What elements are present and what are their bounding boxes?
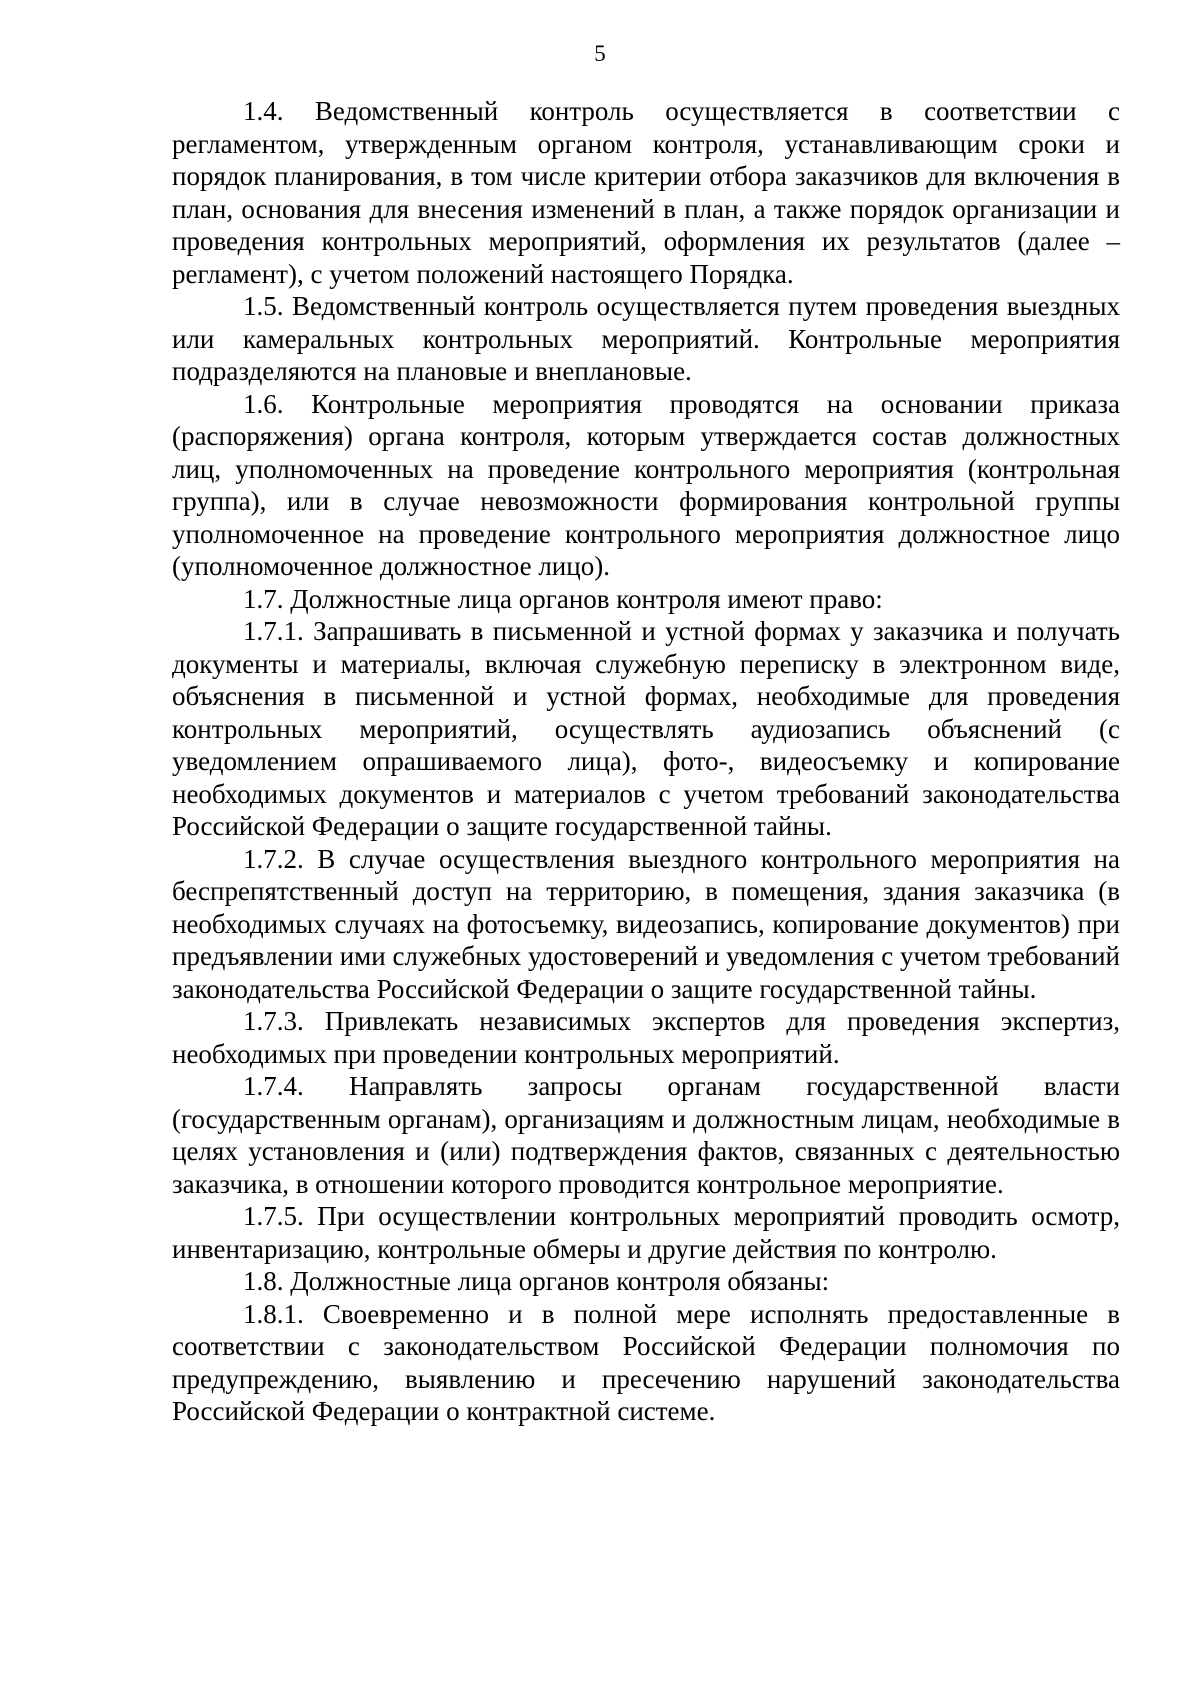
paragraph-1-7-4: 1.7.4. Направлять запросы органам государственной власти (государственным органам), организациям и должностным лицам, необходимые в целях установления и (или) подтверждения фактов, связанных с деятельностью заказчика, в отношении которого проводится контрольное мероприятие. [172,1071,1120,1199]
paragraph-1-6: 1.6. Контрольные мероприятия проводятся на основании приказа (распоряжения) органа контроля, которым утверждается состав должностных лиц, уполномоченных на проведение контрольного мероприятия (контрольная группа), или в случае невозможности формирования контрольной группы уполномоченное на проведение контрольного мероприятия должностное лицо (уполномоченное должностное лицо). [172,388,1120,581]
document-body [172,95,1120,1428]
page-number: 5 [594,41,606,66]
paragraph-1-5: 1.5. Ведомственный контроль осуществляется путем проведения выездных или камеральных контрольных мероприятий. Контрольные мероприятия подразделяются на плановые и внеплановые. [172,291,1120,386]
paragraph-1-4: 1.4. Ведомственный контроль осуществляется в соответствии с регламентом, утвержденным органом контроля, устанавливающим сроки и порядок планирования, в том числе критерии отбора заказчиков для включения в план, основания для внесения изменений в план, а также порядок организации и проведения контрольных мероприятий, оформления их результатов (далее – регламент), с учетом положений настоящего Порядка. [172,96,1120,289]
paragraph-1-8: 1.8. Должностные лица органов контроля обязаны: [243,1266,830,1296]
paragraph-1-7-1: 1.7.1. Запрашивать в письменной и устной формах у заказчика и получать документы и материалы, включая служебную переписку в электронном виде, объяснения в письменной и устной формах, необходимые для проведения контрольных мероприятий, осуществлять аудиозапись объяснений (с уведомлением опрашиваемого лица), фото-, видеосъемку и копирование необходимых документов и материалов с учетом требований законодательства Российской Федерации о защите государственной тайны. [172,616,1120,841]
paragraph-1-7-5: 1.7.5. При осуществлении контрольных мероприятий проводить осмотр, инвентаризацию, контрольные обмеры и другие действия по контролю. [172,1201,1120,1264]
paragraph-1-7: 1.7. Должностные лица органов контроля имеют право: [243,583,883,614]
paragraph-1-7-2: 1.7.2. В случае осуществления выездного контрольного мероприятия на беспрепятственный доступ на территорию, в помещения, здания заказчика (в необходимых случаях на фотосъемку, видеозапись, копирование документов) при предъявлении ими служебных удостоверений и уведомления с учетом требований законодательства Российской Федерации о защите государственной тайны. [172,843,1120,1004]
paragraph-1-7-3: 1.7.3. Привлекать независимых экспертов для проведения экспертиз, необходимых при проведении контрольных мероприятий. [172,1006,1120,1069]
paragraph-1-8-1: 1.8.1. Своевременно и в полной мере исполнять предоставленные в соответствии с законодательством Российской Федерации полномочия по предупреждению, выявлению и пресечению нарушений законодательства Российской Федерации о контрактной системе. [172,1298,1120,1426]
